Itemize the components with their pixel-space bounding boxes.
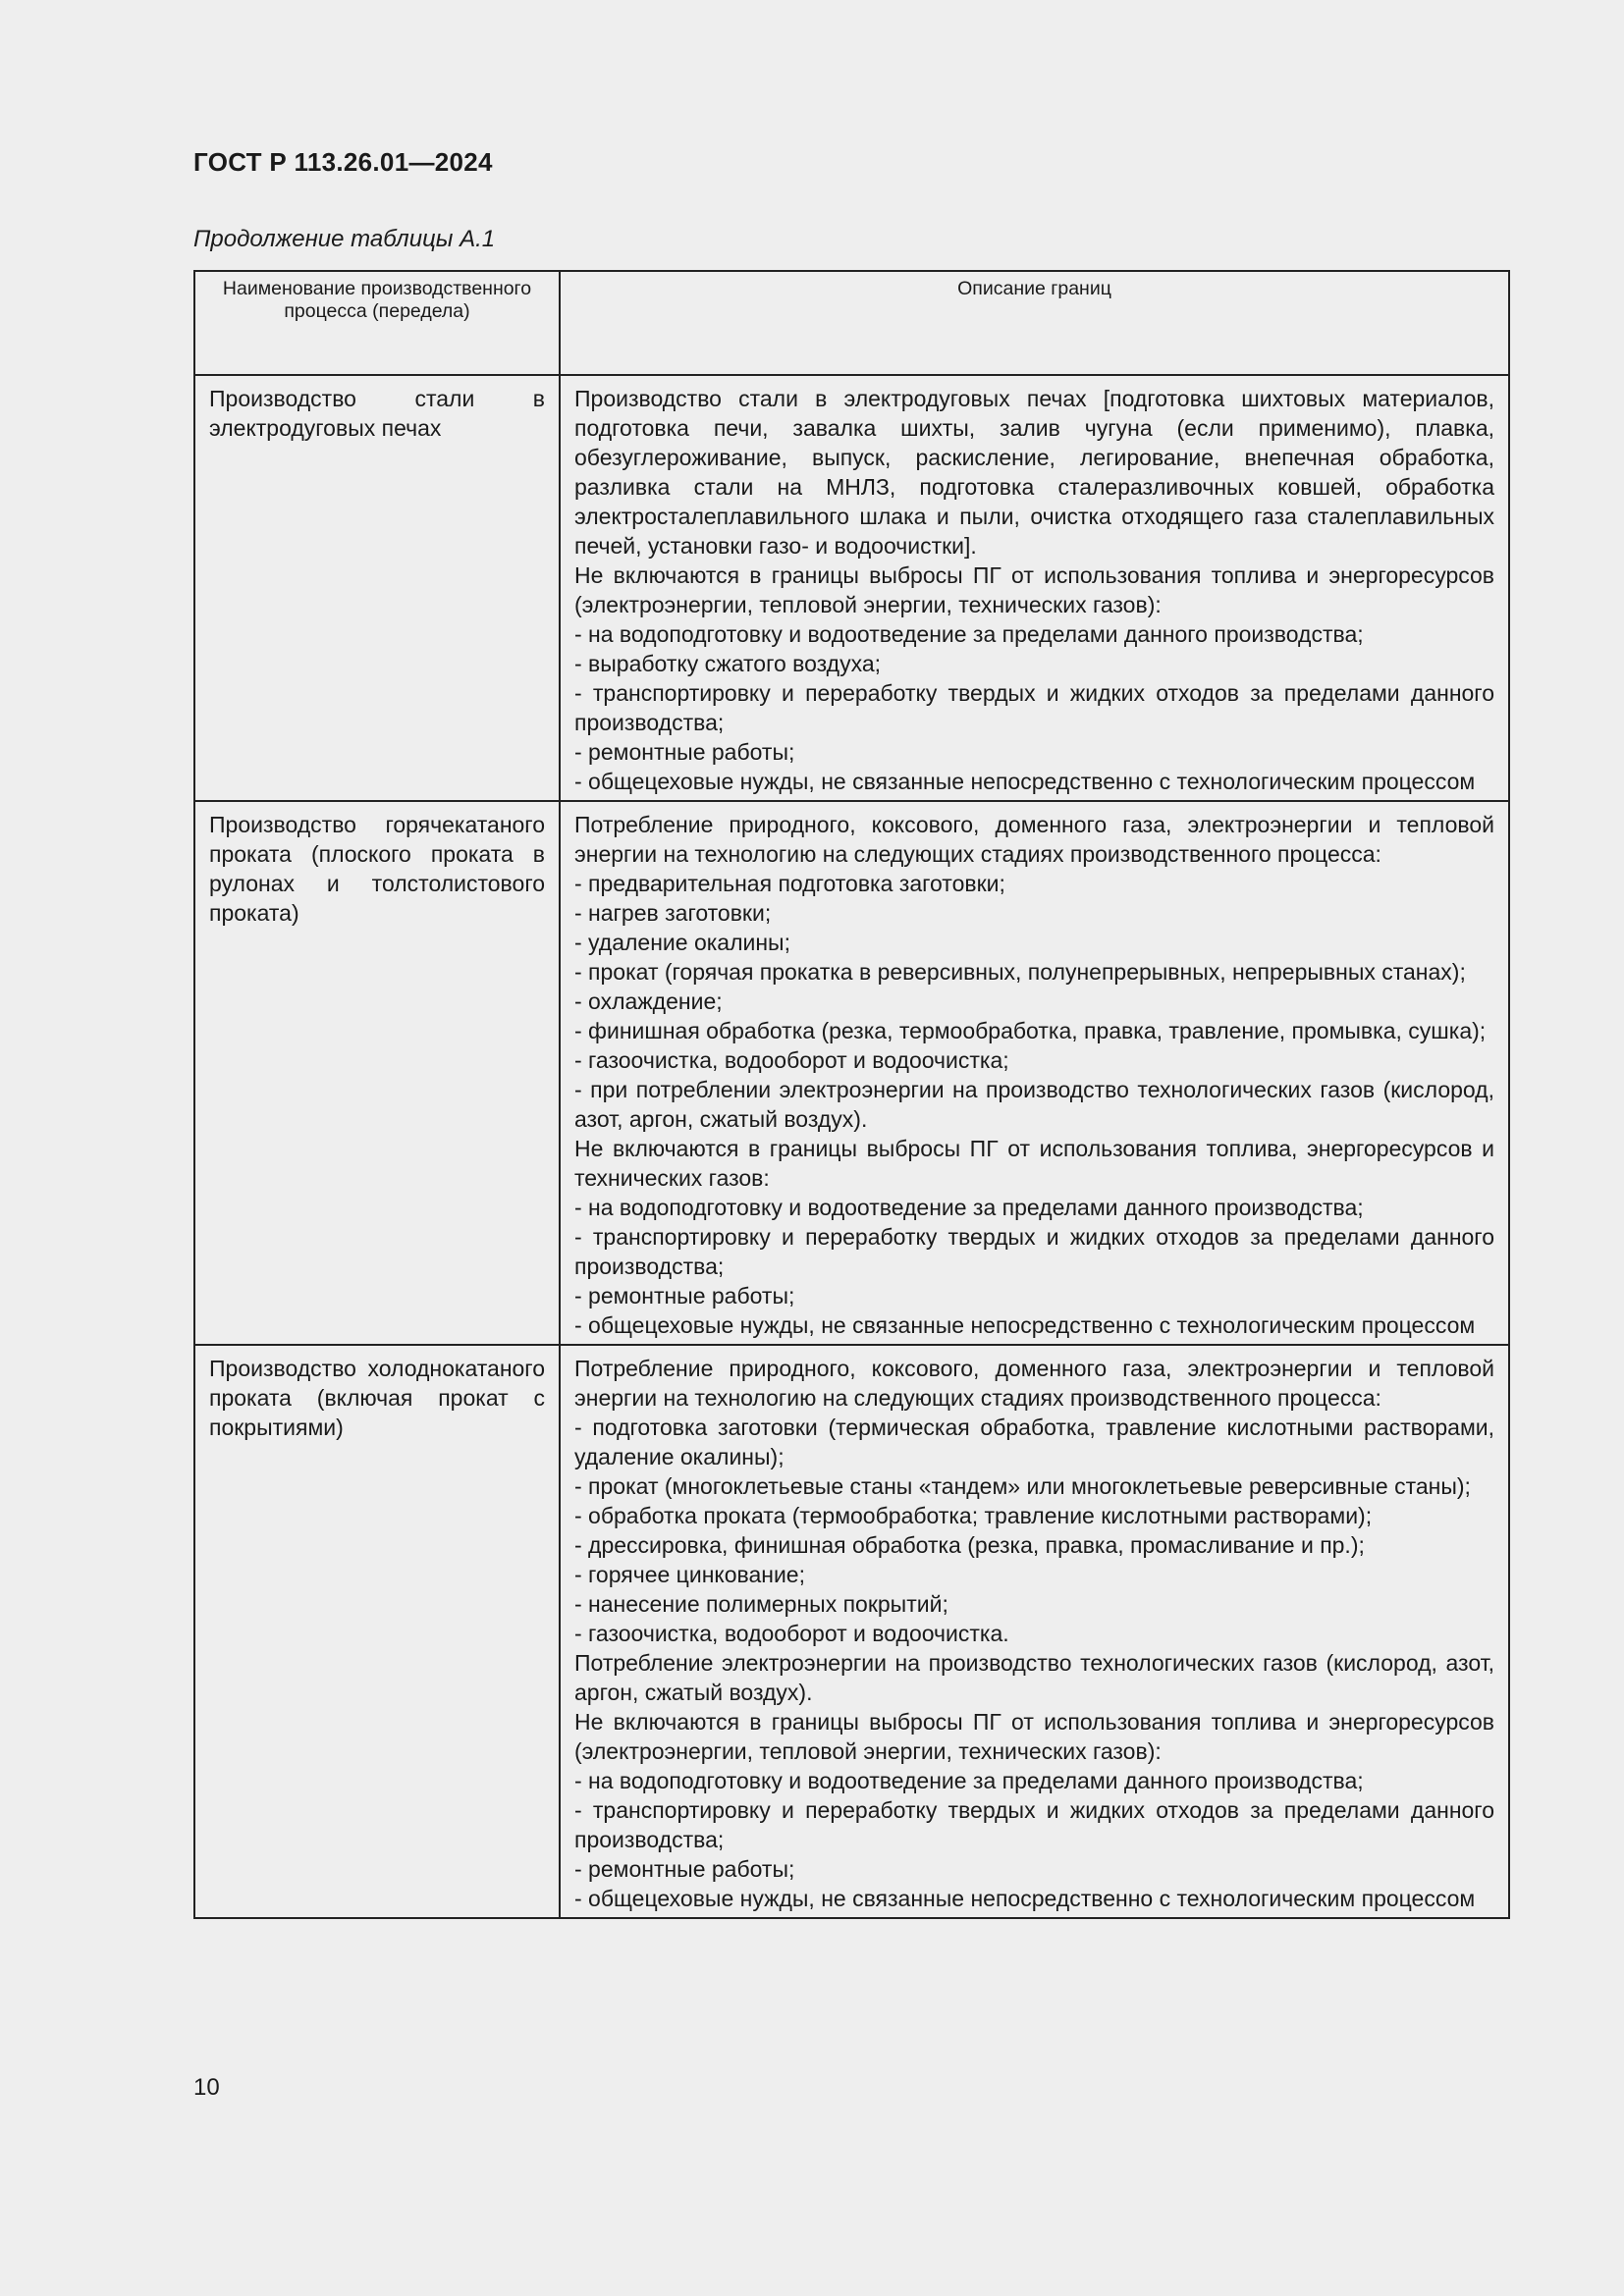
- description-line: Потребление электроэнергии на производство технологических газов (кислород, азот, аргон, сжатый воздух).: [574, 1650, 1494, 1705]
- description-line: - на водоподготовку и водоотведение за пределами данного производства;: [574, 1195, 1364, 1220]
- process-name-cell: Производство стали в электродуговых печах: [194, 375, 560, 801]
- description-line: - газоочистка, водооборот и водоочистка;: [574, 1047, 1009, 1073]
- description-line: Не включаются в границы выбросы ПГ от использования топлива, энергоресурсов и технических газов:: [574, 1136, 1494, 1191]
- description-line: - при потреблении электроэнергии на производство технологических газов (кислород, азот, аргон, сжатый воздух).: [574, 1077, 1494, 1132]
- table-caption: Продолжение таблицы А.1: [193, 226, 496, 252]
- description-line: - прокат (горячая прокатка в реверсивных, полунепрерывных, непрерывных станах);: [574, 959, 1466, 985]
- boundaries-cell: [560, 1345, 1509, 1918]
- description-line: - охлаждение;: [574, 988, 723, 1014]
- description-line: - газоочистка, водооборот и водоочистка.: [574, 1621, 1009, 1646]
- description-line: - нагрев заготовки;: [574, 900, 772, 926]
- description-line: - общецеховые нужды, не связанные непосредственно с технологическим процессом: [574, 769, 1476, 794]
- description-line: - прокат (многоклетьевые станы «тандем» или многоклетьевые реверсивные станы);: [574, 1473, 1471, 1499]
- header-boundaries-description: Описание границ: [560, 271, 1509, 375]
- process-name-cell: Производство горячекатаного проката (плоского проката в рулонах и толстолистового проката): [194, 801, 560, 1345]
- page-number: 10: [193, 2074, 220, 2101]
- boundaries-cell: [560, 801, 1509, 1345]
- description-line: Производство стали в электродуговых печах [подготовка шихтовых материалов, подготовка печи, завалка шихты, залив чугуна (если применимо), плавка, обезуглероживание, выпуск, раскисление, легирование, внепечная обработка, разливка стали на МНЛЗ, подготовка сталеразливочных ковшей, обработка электросталеплавильного шлака и пыли, очистка отходящего газа сталеплавильных печей, установки газо- и водоочистки].: [574, 386, 1494, 559]
- description-line: - горячее цинкование;: [574, 1562, 805, 1587]
- description-line: - транспортировку и переработку твердых и жидких отходов за пределами данного производства;: [574, 1797, 1494, 1852]
- description-line: - предварительная подготовка заготовки;: [574, 871, 1005, 896]
- description-line: - на водоподготовку и водоотведение за пределами данного производства;: [574, 1768, 1364, 1793]
- table-header-row: [194, 271, 1509, 375]
- description-line: - на водоподготовку и водоотведение за пределами данного производства;: [574, 621, 1364, 647]
- process-name-cell: Производство холоднокатаного проката (включая прокат с покрытиями): [194, 1345, 560, 1918]
- description-line: Потребление природного, коксового, доменного газа, электроэнергии и тепловой энергии на технологию на следующих стадиях производственного процесса:: [574, 1356, 1494, 1411]
- boundaries-table: [193, 270, 1510, 1919]
- description-line: - финишная обработка (резка, термообработка, правка, травление, промывка, сушка);: [574, 1018, 1487, 1043]
- header-process-name: Наименование производственного процесса (передела): [194, 271, 560, 375]
- table-row: [194, 375, 1509, 801]
- table-row: [194, 801, 1509, 1345]
- boundaries-cell: [560, 375, 1509, 801]
- description-line: Не включаются в границы выбросы ПГ от использования топлива и энергоресурсов (электроэнергии, тепловой энергии, технических газов):: [574, 1709, 1494, 1764]
- description-line: - подготовка заготовки (термическая обработка, травление кислотными растворами, удаление окалины);: [574, 1415, 1494, 1469]
- description-line: - ремонтные работы;: [574, 739, 795, 765]
- table-row: [194, 1345, 1509, 1918]
- description-line: Не включаются в границы выбросы ПГ от использования топлива и энергоресурсов (электроэнергии, тепловой энергии, технических газов):: [574, 562, 1494, 617]
- description-line: - транспортировку и переработку твердых и жидких отходов за пределами данного производства;: [574, 680, 1494, 735]
- document-code: ГОСТ Р 113.26.01—2024: [193, 147, 493, 177]
- description-line: - дрессировка, финишная обработка (резка, правка, промасливание и пр.);: [574, 1532, 1365, 1558]
- description-line: - общецеховые нужды, не связанные непосредственно с технологическим процессом: [574, 1312, 1476, 1338]
- description-line: Потребление природного, коксового, доменного газа, электроэнергии и тепловой энергии на технологию на следующих стадиях производственного процесса:: [574, 812, 1494, 867]
- description-line: - ремонтные работы;: [574, 1856, 795, 1882]
- description-line: - транспортировку и переработку твердых и жидких отходов за пределами данного производства;: [574, 1224, 1494, 1279]
- description-line: - выработку сжатого воздуха;: [574, 651, 882, 676]
- description-line: - ремонтные работы;: [574, 1283, 795, 1308]
- description-line: - удаление окалины;: [574, 930, 790, 955]
- description-line: - обработка проката (термообработка; травление кислотными растворами);: [574, 1503, 1373, 1528]
- description-line: - нанесение полимерных покрытий;: [574, 1591, 948, 1617]
- description-line: - общецеховые нужды, не связанные непосредственно с технологическим процессом: [574, 1886, 1476, 1911]
